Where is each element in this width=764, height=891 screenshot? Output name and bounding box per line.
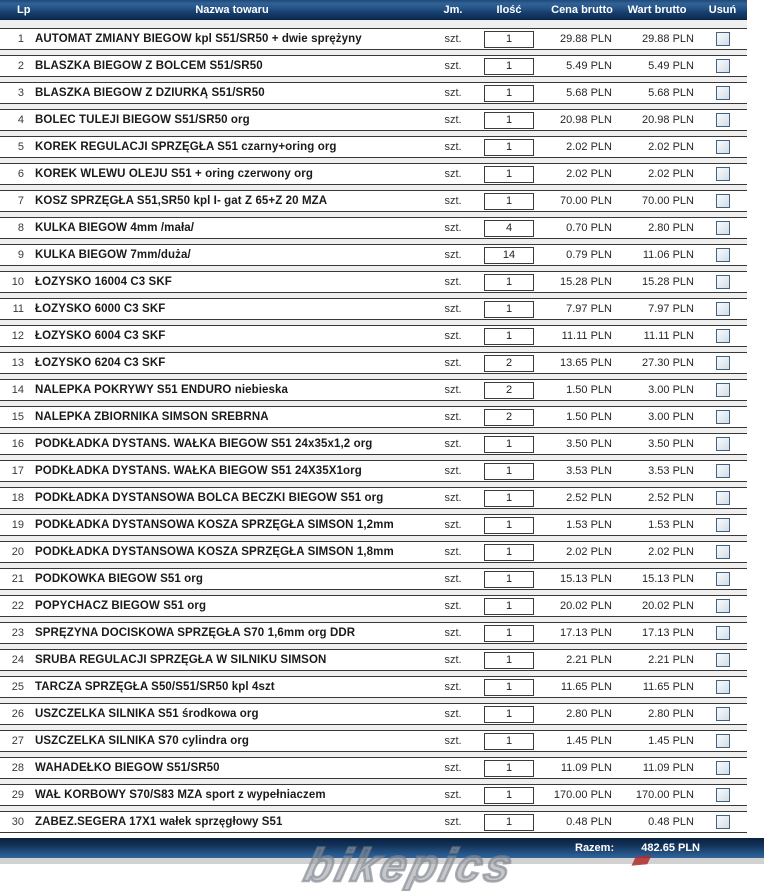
gross-price: 2.02 PLN	[566, 546, 612, 558]
delete-checkbox[interactable]	[716, 545, 730, 559]
quantity-input[interactable]	[484, 409, 534, 426]
gross-value: 70.00 PLN	[642, 195, 694, 207]
table-row	[0, 109, 747, 131]
column-header-name: Nazwa towaru	[195, 3, 269, 16]
delete-checkbox[interactable]	[716, 815, 730, 829]
quantity-input[interactable]	[484, 355, 534, 372]
gross-price: 11.65 PLN	[560, 681, 612, 693]
row-number: 16	[11, 438, 24, 450]
column-header-unit: Jm.	[443, 3, 463, 16]
delete-checkbox[interactable]	[716, 653, 730, 667]
product-name: NALEPKA POKRYWY S51 ENDURO niebieska	[35, 384, 289, 396]
product-name: PODKŁADKA DYSTANSOWA KOSZA SPRZĘGŁA SIMSON 1,8mm	[35, 546, 394, 558]
gross-value: 2.52 PLN	[648, 492, 694, 504]
gross-value: 20.02 PLN	[642, 600, 694, 612]
delete-checkbox[interactable]	[716, 464, 730, 478]
gross-price: 7.97 PLN	[566, 303, 612, 315]
quantity-input[interactable]	[484, 706, 534, 723]
unit-label: szt.	[444, 60, 462, 72]
gross-price: 29.88 PLN	[560, 33, 612, 45]
gross-price: 3.50 PLN	[566, 438, 612, 450]
unit-label: szt.	[444, 519, 462, 531]
quantity-input[interactable]	[484, 787, 534, 804]
quantity-input[interactable]	[484, 58, 534, 75]
table-row	[0, 379, 747, 401]
delete-checkbox[interactable]	[716, 221, 730, 235]
quantity-input[interactable]	[484, 517, 534, 534]
row-number: 3	[17, 87, 24, 99]
product-name: KOSZ SPRZĘGŁA S51,SR50 kpl I- gat Z 65+Z 20 MZA	[35, 195, 328, 207]
unit-label: szt.	[444, 654, 462, 666]
table-row	[0, 217, 747, 239]
table-row	[0, 460, 747, 482]
gross-price: 170.00 PLN	[553, 789, 612, 801]
gross-value: 15.13 PLN	[642, 573, 694, 585]
product-name: ŁOŻYSKO 16004 C3 SKF	[35, 276, 172, 288]
quantity-input[interactable]	[484, 598, 534, 615]
product-name: KULKA BIEGÓW 4mm /mała/	[35, 222, 195, 234]
bottom-strip	[0, 858, 764, 864]
gross-value: 11.09 PLN	[642, 762, 694, 774]
table-row	[0, 163, 747, 185]
unit-label: szt.	[444, 546, 462, 558]
gross-price: 0.70 PLN	[566, 222, 612, 234]
quantity-input[interactable]	[484, 463, 534, 480]
quantity-input[interactable]	[484, 193, 534, 210]
delete-checkbox[interactable]	[716, 32, 730, 46]
table-row	[0, 595, 747, 617]
delete-checkbox[interactable]	[716, 437, 730, 451]
table-row	[0, 325, 747, 347]
quantity-input[interactable]	[484, 247, 534, 264]
quantity-input[interactable]	[484, 814, 534, 831]
table-row	[0, 784, 747, 806]
unit-label: szt.	[444, 276, 462, 288]
quantity-input[interactable]	[484, 166, 534, 183]
gross-value: 5.68 PLN	[648, 87, 694, 99]
gross-value: 0.48 PLN	[648, 816, 694, 828]
delete-checkbox[interactable]	[716, 707, 730, 721]
quantity-input[interactable]	[484, 571, 534, 588]
quantity-input[interactable]	[484, 733, 534, 750]
gross-price: 1.53 PLN	[566, 519, 612, 531]
gross-value: 2.80 PLN	[648, 222, 694, 234]
quantity-input[interactable]	[484, 436, 534, 453]
product-name: BOLEC TULEJI BIEGÓW S51/SR50 org	[35, 114, 250, 126]
unit-label: szt.	[444, 438, 462, 450]
row-number: 12	[11, 330, 24, 342]
gross-value: 20.98 PLN	[642, 114, 694, 126]
table-row	[0, 703, 747, 725]
table-row	[0, 433, 747, 455]
product-name: SPRĘŻYNA DOCISKOWA SPRZĘGŁA S70 1,6mm org DDR	[35, 627, 356, 639]
gross-value: 27.30 PLN	[642, 357, 694, 369]
unit-label: szt.	[444, 708, 462, 720]
row-number: 8	[17, 222, 24, 234]
delete-checkbox[interactable]	[716, 356, 730, 370]
product-name: AUTOMAT ZMIANY BIEGÓW kpl S51/SR50 + dwie sprężyny	[35, 33, 362, 45]
unit-label: szt.	[444, 195, 462, 207]
table-row	[0, 298, 747, 320]
gross-value: 17.13 PLN	[642, 627, 694, 639]
total-bar	[0, 838, 764, 858]
gross-value: 11.11 PLN	[643, 330, 694, 342]
total-label: Razem:	[575, 842, 615, 854]
table-row	[0, 271, 747, 293]
gross-value: 29.88 PLN	[642, 33, 694, 45]
gross-price: 2.02 PLN	[566, 168, 612, 180]
table-row	[0, 244, 747, 266]
row-number: 2	[17, 60, 24, 72]
product-name: PODKŁADKA DYSTANS. WAŁKA BIEGÓW S51 24X35X1org	[35, 465, 362, 477]
delete-checkbox[interactable]	[716, 680, 730, 694]
product-name: ŁOŻYSKO 6204 C3 SKF	[35, 357, 166, 369]
table-header	[0, 0, 747, 20]
column-header-quantity: Ilość	[496, 3, 522, 16]
gross-price: 15.13 PLN	[560, 573, 612, 585]
gross-price: 0.79 PLN	[566, 249, 612, 261]
row-number: 15	[11, 411, 24, 423]
product-name: BLASZKA BIEGÓW Z BOLCEM S51/SR50	[35, 60, 263, 72]
gross-price: 1.50 PLN	[566, 411, 612, 423]
table-row	[0, 352, 747, 374]
row-number: 4	[17, 114, 24, 126]
unit-label: szt.	[444, 465, 462, 477]
product-name: BLASZKA BIEGÓW Z DZIURKĄ S51/SR50	[35, 87, 265, 99]
quantity-input[interactable]	[484, 328, 534, 345]
product-name: ZABEZ.SEGERA 17X1 wałek sprzęgłowy S51	[35, 816, 283, 828]
gross-price: 2.02 PLN	[566, 141, 612, 153]
gross-price: 2.80 PLN	[566, 708, 612, 720]
quantity-input[interactable]	[484, 220, 534, 237]
unit-label: szt.	[444, 357, 462, 369]
table-row	[0, 514, 747, 536]
quantity-input[interactable]	[484, 139, 534, 156]
quantity-input[interactable]	[484, 382, 534, 399]
unit-label: szt.	[444, 141, 462, 153]
gross-value: 7.97 PLN	[648, 303, 694, 315]
quantity-input[interactable]	[484, 31, 534, 48]
table-row	[0, 568, 747, 590]
row-number: 11	[12, 303, 24, 315]
table-row	[0, 757, 747, 779]
product-name: NALEPKA ZBIORNIKA SIMSON SREBRNA	[35, 411, 269, 423]
unit-label: szt.	[444, 384, 462, 396]
unit-label: szt.	[444, 762, 462, 774]
unit-label: szt.	[444, 411, 462, 423]
delete-checkbox[interactable]	[716, 734, 730, 748]
gross-value: 3.53 PLN	[648, 465, 694, 477]
unit-label: szt.	[444, 87, 462, 99]
row-number: 29	[11, 789, 24, 801]
unit-label: szt.	[444, 330, 462, 342]
gross-price: 5.68 PLN	[566, 87, 612, 99]
gross-value: 2.02 PLN	[648, 546, 694, 558]
gross-price: 1.45 PLN	[566, 735, 612, 747]
delete-checkbox[interactable]	[716, 788, 730, 802]
gross-value: 11.06 PLN	[642, 249, 694, 261]
delete-checkbox[interactable]	[716, 248, 730, 262]
delete-checkbox[interactable]	[716, 59, 730, 73]
quantity-input[interactable]	[484, 760, 534, 777]
delete-checkbox[interactable]	[716, 302, 730, 316]
gross-price: 20.98 PLN	[560, 114, 612, 126]
total-value: 482.65 PLN	[641, 842, 700, 854]
gross-price: 5.49 PLN	[566, 60, 612, 72]
delete-checkbox[interactable]	[716, 410, 730, 424]
product-name: KOREK REGULACJI SPRZĘGŁA S51 czarny+oring org	[35, 141, 337, 153]
quantity-input[interactable]	[484, 85, 534, 102]
product-name: USZCZELKA SILNIKA S70 cylindra org	[35, 735, 250, 747]
product-name: PODKŁADKA DYSTANSOWA BOLCA BECZKI BIEGÓW S51 org	[35, 492, 384, 504]
table-row	[0, 136, 747, 158]
row-number: 28	[11, 762, 24, 774]
unit-label: szt.	[444, 33, 462, 45]
product-name: KOREK WLEWU OLEJU S51 + oring czerwony org	[35, 168, 313, 180]
gross-value: 1.45 PLN	[648, 735, 694, 747]
gross-value: 3.00 PLN	[648, 384, 694, 396]
table-row	[0, 28, 747, 50]
product-name: ŁOŻYSKO 6004 C3 SKF	[35, 330, 166, 342]
gross-price: 0.48 PLN	[566, 816, 612, 828]
table-row	[0, 676, 747, 698]
gross-value: 170.00 PLN	[635, 789, 694, 801]
column-header-lp: Lp	[17, 3, 31, 16]
gross-value: 2.02 PLN	[648, 168, 694, 180]
gross-price: 70.00 PLN	[560, 195, 612, 207]
table-row	[0, 487, 747, 509]
gross-price: 2.52 PLN	[566, 492, 612, 504]
unit-label: szt.	[444, 627, 462, 639]
unit-label: szt.	[444, 573, 462, 585]
product-name: TARCZA SPRZĘGŁA S50/S51/SR50 kpl 4szt	[35, 681, 275, 693]
table-row	[0, 622, 747, 644]
gross-value: 15.28 PLN	[642, 276, 694, 288]
row-number: 25	[11, 681, 24, 693]
gross-price: 2.21 PLN	[566, 654, 612, 666]
bikepics-watermark: bikepics	[299, 839, 521, 891]
delete-checkbox[interactable]	[716, 275, 730, 289]
table-row	[0, 730, 747, 752]
delete-checkbox[interactable]	[716, 140, 730, 154]
table-row	[0, 811, 747, 833]
delete-checkbox[interactable]	[716, 761, 730, 775]
product-name: PODKŁADKA DYSTANSOWA KOSZA SPRZĘGŁA SIMSON 1,2mm	[35, 519, 394, 531]
unit-label: szt.	[444, 249, 462, 261]
gross-price: 13.65 PLN	[560, 357, 612, 369]
table-row	[0, 541, 747, 563]
row-number: 22	[11, 600, 24, 612]
unit-label: szt.	[444, 168, 462, 180]
row-number: 26	[11, 708, 24, 720]
row-number: 27	[11, 735, 24, 747]
product-name: KULKA BIEGÓW 7mm/duża/	[35, 249, 191, 261]
unit-label: szt.	[444, 789, 462, 801]
column-header-delete: Usuń	[708, 3, 737, 16]
gross-value: 2.80 PLN	[648, 708, 694, 720]
gross-price: 17.13 PLN	[560, 627, 612, 639]
delete-checkbox[interactable]	[716, 518, 730, 532]
unit-label: szt.	[444, 222, 462, 234]
product-name: WAŁ KORBOWY S70/S83 MZA sport z wypełniaczem	[35, 789, 326, 801]
table-row	[0, 55, 747, 77]
delete-checkbox[interactable]	[716, 572, 730, 586]
row-number: 1	[17, 33, 24, 45]
row-number: 23	[11, 627, 24, 639]
gross-value: 1.53 PLN	[648, 519, 694, 531]
gross-value: 2.21 PLN	[648, 654, 694, 666]
gross-price: 11.11 PLN	[561, 330, 612, 342]
gross-value: 2.02 PLN	[648, 141, 694, 153]
table-row	[0, 190, 747, 212]
product-name: ŁOŻYSKO 6000 C3 SKF	[35, 303, 166, 315]
gross-price: 15.28 PLN	[560, 276, 612, 288]
row-number: 21	[11, 573, 24, 585]
unit-label: szt.	[444, 492, 462, 504]
table-row	[0, 406, 747, 428]
row-number: 7	[17, 195, 24, 207]
product-name: PODKÓWKA BIEGÓW S51 org	[35, 573, 203, 585]
delete-checkbox[interactable]	[716, 626, 730, 640]
delete-checkbox[interactable]	[716, 599, 730, 613]
row-number: 24	[11, 654, 24, 666]
product-name: ŚRUBA REGULACJI SPRZĘGŁA W SILNIKU SIMSON	[35, 654, 327, 666]
row-number: 20	[11, 546, 24, 558]
product-name: POPYCHACZ BIEGÓW S51 org	[35, 600, 207, 612]
product-name: PODKŁADKA DYSTANS. WAŁKA BIEGÓW S51 24x35x1,2 org	[35, 438, 373, 450]
quantity-input[interactable]	[484, 490, 534, 507]
table-body	[0, 20, 747, 833]
quantity-input[interactable]	[484, 544, 534, 561]
unit-label: szt.	[444, 600, 462, 612]
quantity-input[interactable]	[484, 625, 534, 642]
row-number: 14	[11, 384, 24, 396]
gross-price: 3.53 PLN	[566, 465, 612, 477]
row-number: 6	[17, 168, 24, 180]
row-number: 9	[17, 249, 24, 261]
delete-checkbox[interactable]	[716, 491, 730, 505]
row-number: 18	[11, 492, 24, 504]
product-name: WAHADEŁKO BIEGÓW S51/SR50	[35, 762, 220, 774]
gross-value: 3.50 PLN	[648, 438, 694, 450]
gross-value: 5.49 PLN	[648, 60, 694, 72]
delete-checkbox[interactable]	[716, 113, 730, 127]
gross-price: 11.09 PLN	[560, 762, 612, 774]
row-number: 5	[17, 141, 24, 153]
quantity-input[interactable]	[484, 274, 534, 291]
gross-price: 1.50 PLN	[566, 384, 612, 396]
row-number: 10	[11, 276, 24, 288]
gross-value: 11.65 PLN	[642, 681, 694, 693]
quantity-input[interactable]	[484, 679, 534, 696]
delete-checkbox[interactable]	[716, 86, 730, 100]
quantity-input[interactable]	[484, 112, 534, 129]
column-header-gross-price: Cena brutto	[551, 3, 613, 16]
delete-checkbox[interactable]	[716, 167, 730, 181]
delete-checkbox[interactable]	[716, 383, 730, 397]
quantity-input[interactable]	[484, 652, 534, 669]
row-number: 19	[11, 519, 24, 531]
quantity-input[interactable]	[484, 301, 534, 318]
unit-label: szt.	[444, 681, 462, 693]
column-header-gross-value: Wart brutto	[627, 3, 687, 16]
product-name: USZCZELKA SILNIKA S51 środkowa org	[35, 708, 259, 720]
table-row	[0, 82, 747, 104]
table-row	[0, 649, 747, 671]
unit-label: szt.	[444, 303, 462, 315]
delete-checkbox[interactable]	[716, 329, 730, 343]
row-number: 30	[11, 816, 24, 828]
unit-label: szt.	[444, 735, 462, 747]
unit-label: szt.	[444, 114, 462, 126]
row-number: 13	[11, 357, 24, 369]
unit-label: szt.	[444, 816, 462, 828]
gross-price: 20.02 PLN	[560, 600, 612, 612]
row-number: 17	[11, 465, 24, 477]
delete-checkbox[interactable]	[716, 194, 730, 208]
gross-value: 3.00 PLN	[648, 411, 694, 423]
